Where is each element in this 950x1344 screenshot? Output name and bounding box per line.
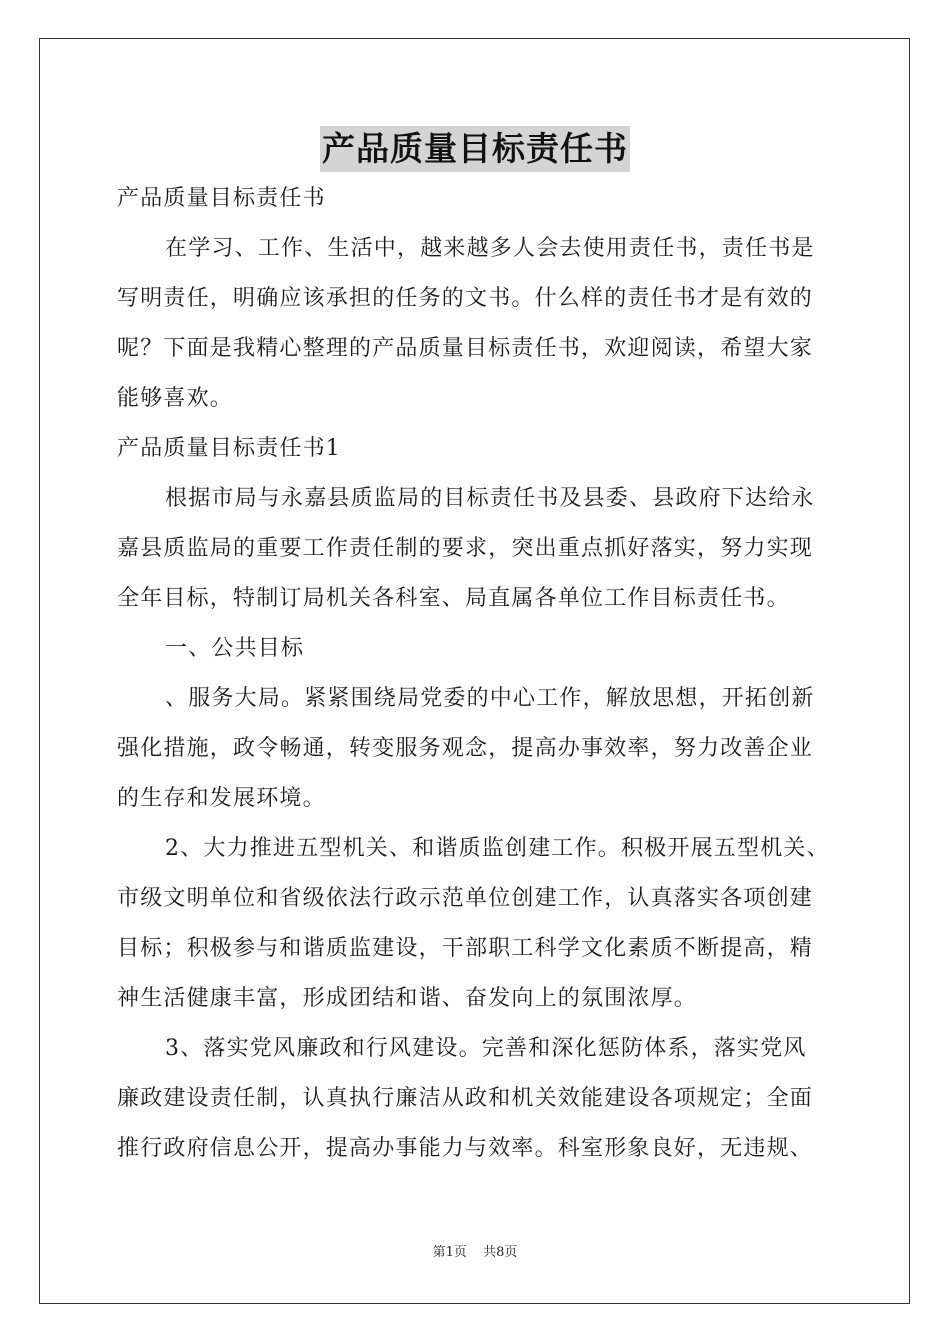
document-title: 产品质量目标责任书: [320, 126, 630, 172]
page-border: [39, 38, 910, 1304]
paragraph-line: 神生活健康丰富，形成团结和谐、奋发向上的氛围浓厚。: [117, 986, 698, 1011]
page-footer: [0, 1244, 950, 1262]
page-number: 第1页: [432, 1245, 467, 1260]
paragraph-line: 市级文明单位和省级依法行政示范单位创建工作，认真落实各项创建: [117, 886, 814, 911]
paragraph-line: 廉政建设责任制，认真执行廉洁从政和机关效能建设各项规定；全面: [117, 1086, 814, 1111]
paragraph-line: 全年目标，特制订局机关各科室、局直属各单位工作目标责任书。: [117, 586, 790, 611]
page-total: 共8页: [483, 1245, 518, 1260]
title-block: [0, 126, 950, 172]
paragraph-line: 强化措施，政令畅通，转变服务观念，提高办事效率，努力改善企业: [117, 736, 814, 761]
paragraph-line: 2、大力推进五型机关、和谐质监创建工作。积极开展五型机关、: [165, 836, 830, 861]
paragraph-line: 目标；积极参与和谐质监建设，干部职工科学文化素质不断提高，精: [117, 936, 814, 961]
paragraph-line: 的生存和发展环境。: [117, 786, 326, 811]
paragraph-line: 、服务大局。紧紧围绕局党委的中心工作，解放思想，开拓创新: [165, 686, 815, 711]
paragraph-line: 根据市局与永嘉县质监局的目标责任书及县委、县政府下达给永: [165, 486, 815, 511]
paragraph-line: 能够喜欢。: [117, 386, 234, 411]
list-heading: 一、公共目标: [165, 636, 305, 661]
subtitle-line: 产品质量目标责任书: [117, 186, 326, 211]
paragraph-line: 在学习、工作、生活中，越来越多人会去使用责任书，责任书是: [165, 236, 815, 261]
paragraph-line: 写明责任，明确应该承担的任务的文书。什么样的责任书才是有效的: [117, 286, 814, 311]
paragraph-line: 推行政府信息公开，提高办事能力与效率。科室形象良好，无违规、: [117, 1136, 814, 1161]
paragraph-line: 3、落实党风廉政和行风建设。完善和深化惩防体系，落实党风: [165, 1036, 807, 1061]
section-heading: 产品质量目标责任书1: [117, 436, 341, 461]
paragraph-line: 呢？下面是我精心整理的产品质量目标责任书，欢迎阅读，希望大家: [117, 336, 814, 361]
paragraph-line: 嘉县质监局的重要工作责任制的要求，突出重点抓好落实，努力实现: [117, 536, 814, 561]
